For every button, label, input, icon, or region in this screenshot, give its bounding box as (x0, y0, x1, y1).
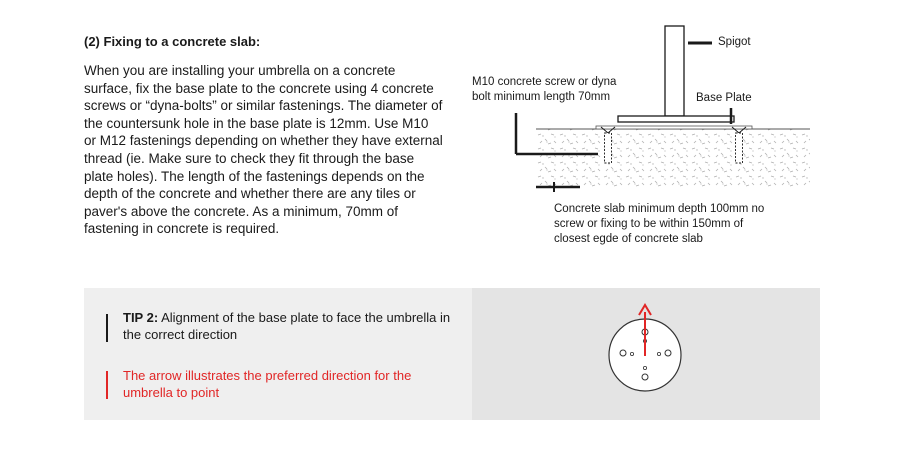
section-heading: (2) Fixing to a concrete slab: (84, 34, 261, 49)
tip-note: The arrow illustrates the preferred direction for the umbrella to point (123, 368, 412, 400)
slab-label-line1: Concrete slab minimum depth 100mm no (554, 203, 765, 215)
tip-title-bar (106, 314, 108, 342)
screw-label-line2: bolt minimum length 70mm (472, 91, 611, 103)
tip-title-bold: TIP 2: (123, 310, 159, 325)
base-plate-top-view (472, 288, 820, 420)
tip-box (84, 288, 472, 420)
screw-label-line1: M10 concrete screw or dyna (472, 76, 617, 88)
base-plate-label: Base Plate (696, 92, 752, 104)
tip-title (123, 310, 453, 343)
slab-label-line3: closest egde of concrete slab (554, 233, 703, 245)
spigot-label: Spigot (718, 36, 751, 48)
tip-title-rest: Alignment of the base plate to face the umbrella in the correct direction (123, 310, 451, 342)
base-plate-orientation-illustration (472, 288, 820, 420)
instructions-paragraph: When you are installing your umbrella on a concrete surface, fix the base plate to the concrete using 4 concrete screws or “dyna-bolts” or similar fastenings. The diameter of the countersunk hole in the base plate is 12mm. Use M10 or M12 fastenings depending on whether they have external thread (ie. Make sure to check they fit through the base plate holes). The length of the fastenings depends on the depth of the concrete and whether there are any tiles or paver's above the concrete. As a minimum, 70mm of fastening in concrete is required. (84, 63, 443, 237)
tip-note-bar (106, 371, 108, 399)
slab-label-line2: screw or fixing to be within 150mm of (554, 218, 744, 230)
concrete-slab-diagram (470, 20, 810, 260)
